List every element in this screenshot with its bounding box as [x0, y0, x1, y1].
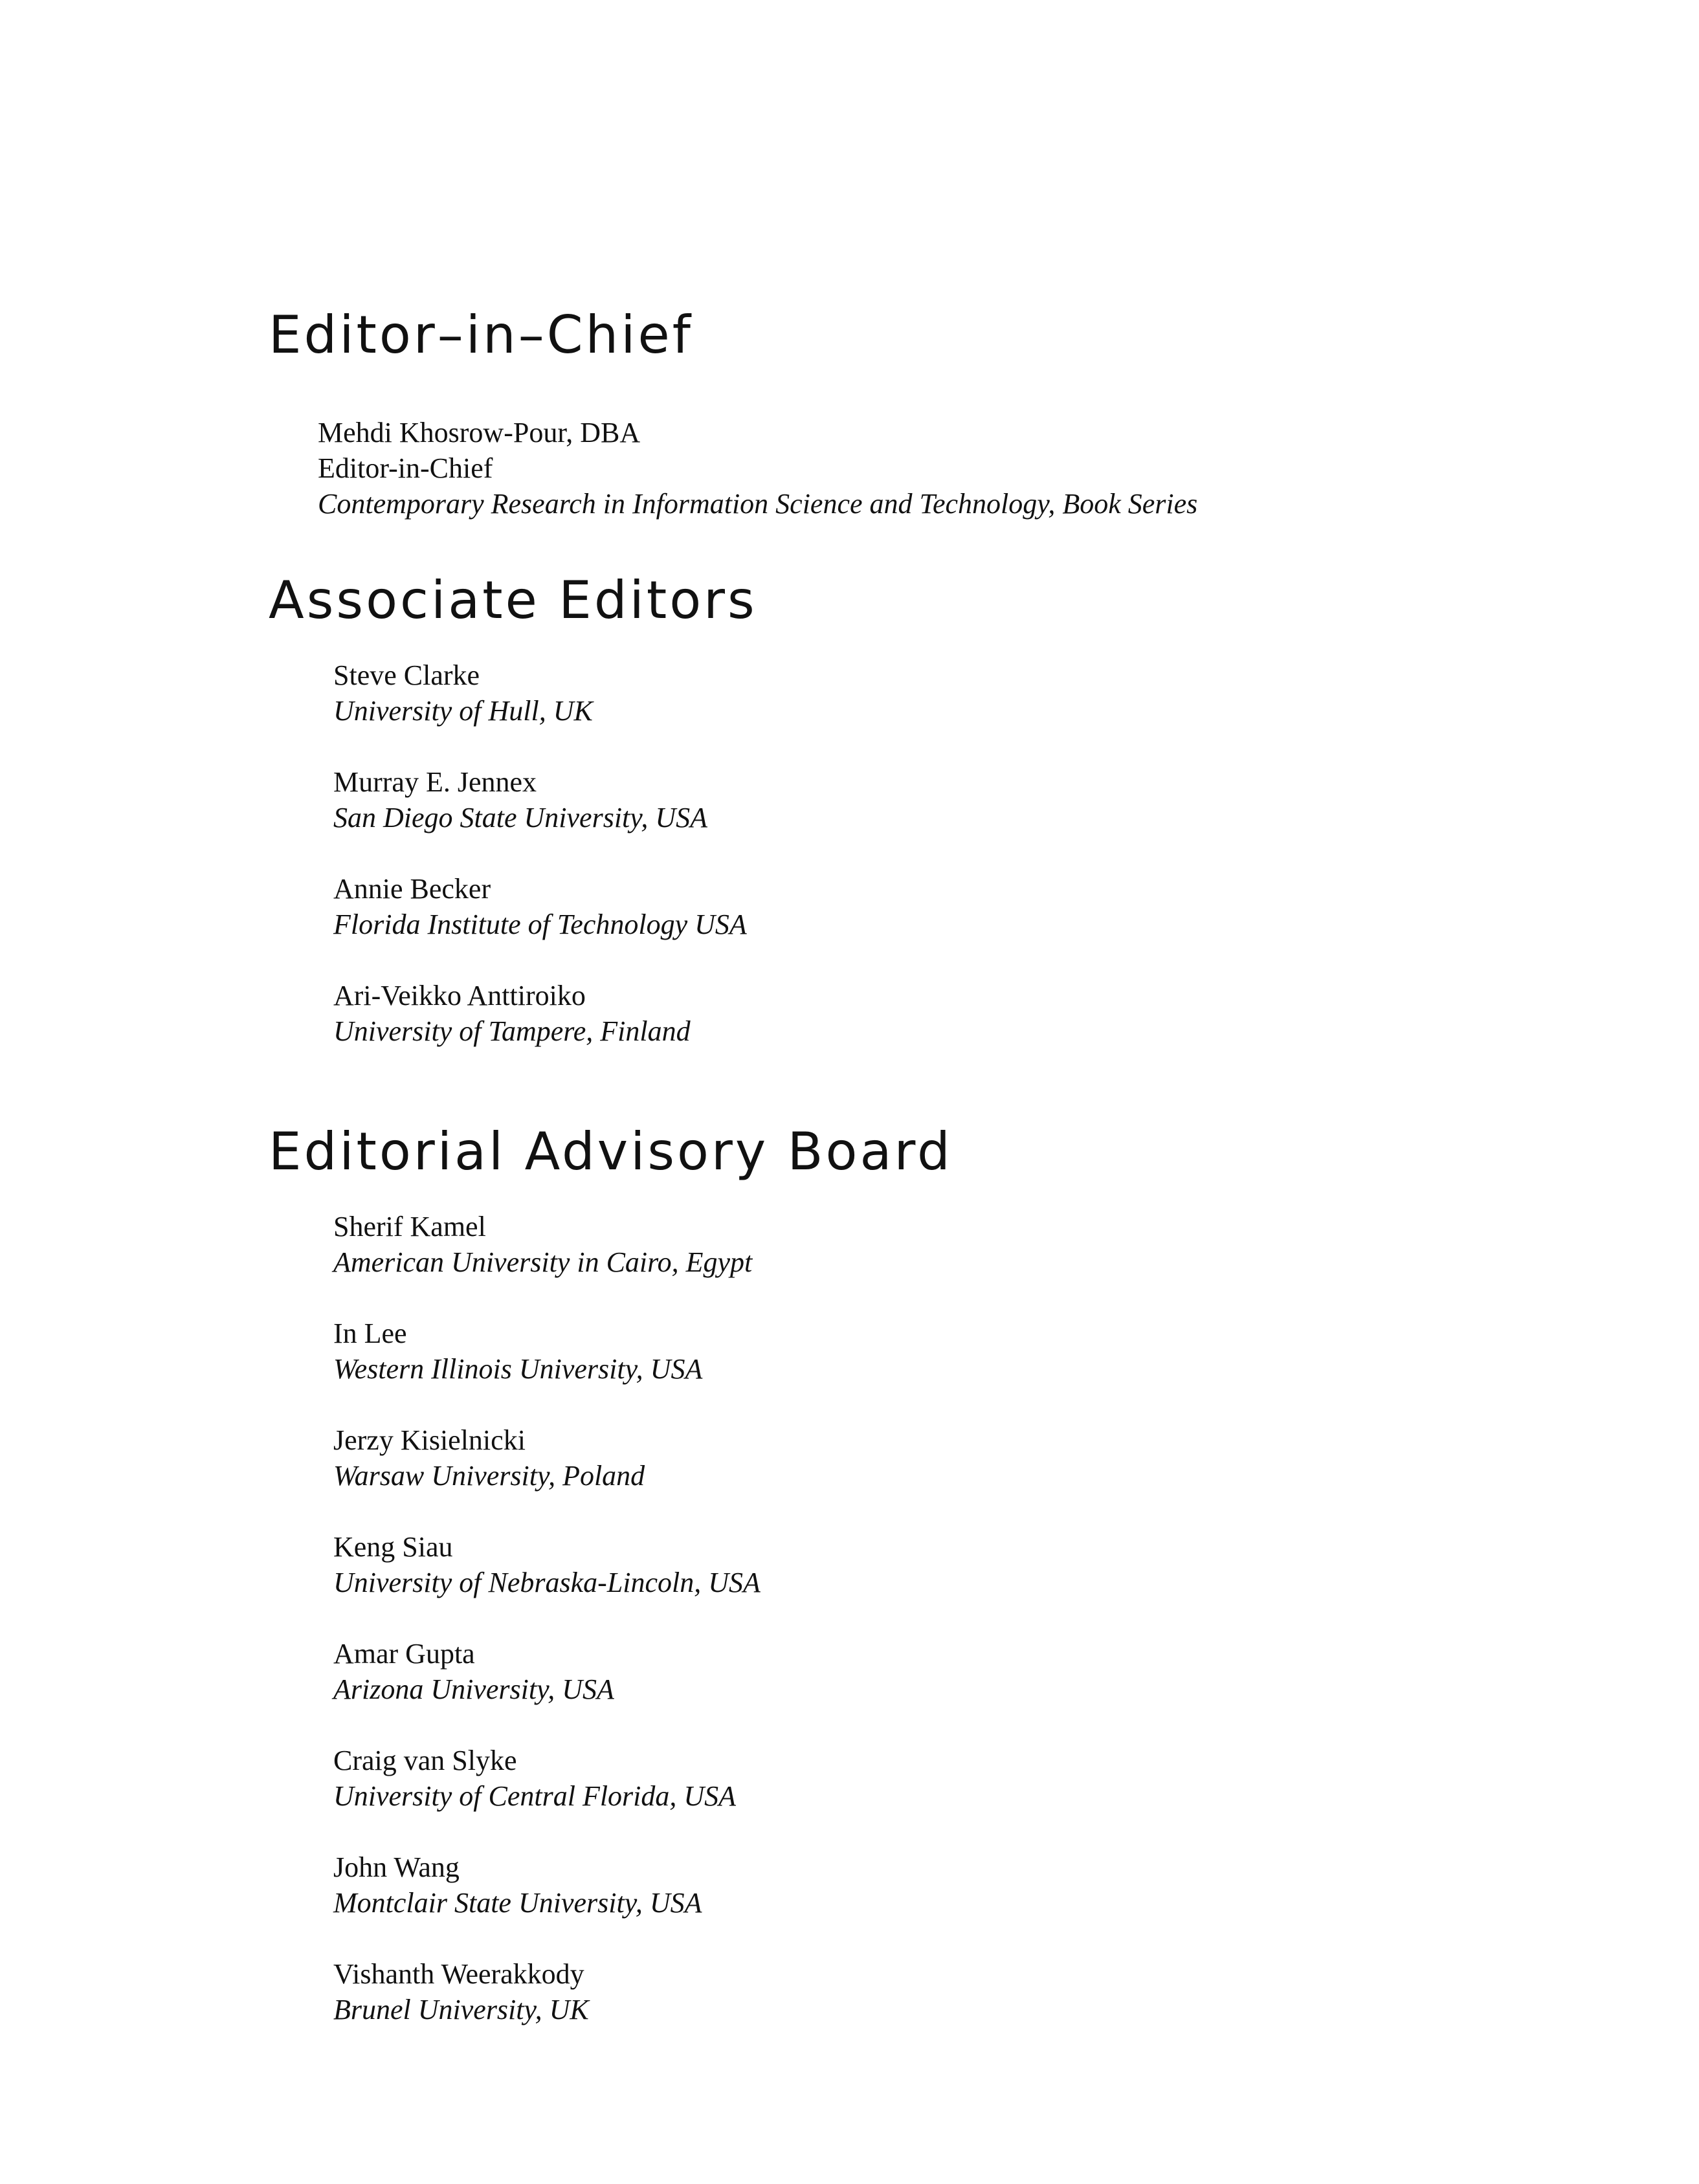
- person-affiliation: Warsaw University, Poland: [333, 1460, 645, 1492]
- person-name: Amar Gupta: [333, 1638, 475, 1670]
- person-affiliation: University of Hull, UK: [333, 695, 593, 727]
- person-name: Keng Siau: [333, 1531, 453, 1563]
- person-affiliation: Florida Institute of Technology USA: [333, 909, 747, 940]
- associate-editor-entry: [333, 978, 747, 1049]
- editorial-advisory-board-heading: Editorial Advisory Board: [269, 1121, 953, 1182]
- associate-editor-entry: [333, 871, 747, 942]
- board-member-entry: [333, 1529, 761, 1600]
- board-member-entry: [333, 1849, 761, 1921]
- person-affiliation: Brunel University, UK: [333, 1994, 589, 2025]
- board-member-entry: [333, 1743, 761, 1814]
- person-affiliation: Western Illinois University, USA: [333, 1353, 703, 1385]
- person-name: Jerzy Kisielnicki: [333, 1424, 526, 1456]
- editor-in-chief-name: Mehdi Khosrow-Pour, DBA: [318, 417, 641, 448]
- board-member-entry: [333, 1316, 761, 1387]
- person-name: Steve Clarke: [333, 659, 480, 691]
- associate-editors-heading: Associate Editors: [269, 570, 757, 630]
- person-name: Ari-Veikko Anttiroiko: [333, 980, 586, 1011]
- person-affiliation: University of Tampere, Finland: [333, 1015, 691, 1047]
- person-name: Sherif Kamel: [333, 1211, 486, 1242]
- editor-in-chief-entry: [318, 415, 1197, 522]
- board-member-entry: [333, 1636, 761, 1707]
- board-member-entry: [333, 1956, 761, 2027]
- person-affiliation: Arizona University, USA: [333, 1673, 614, 1705]
- editorial-advisory-board-list: [333, 1209, 761, 2027]
- associate-editor-entry: [333, 764, 747, 835]
- person-name: Annie Becker: [333, 873, 491, 905]
- editor-in-chief-role: Editor-in-Chief: [318, 452, 493, 484]
- editor-in-chief-affiliation: Contemporary Research in Information Science and Technology, Book Series: [318, 488, 1198, 520]
- person-name: Vishanth Weerakkody: [333, 1958, 584, 1990]
- person-affiliation: American University in Cairo, Egypt: [333, 1246, 753, 1278]
- person-name: Murray E. Jennex: [333, 766, 537, 798]
- person-affiliation: University of Nebraska-Lincoln, USA: [333, 1567, 761, 1598]
- person-affiliation: University of Central Florida, USA: [333, 1780, 737, 1812]
- person-name: John Wang: [333, 1851, 460, 1883]
- associate-editors-list: [333, 657, 747, 1049]
- person-affiliation: Montclair State University, USA: [333, 1887, 702, 1919]
- associate-editor-entry: [333, 657, 747, 729]
- person-name: In Lee: [333, 1318, 407, 1349]
- board-member-entry: [333, 1422, 761, 1494]
- person-affiliation: San Diego State University, USA: [333, 802, 708, 833]
- person-name: Craig van Slyke: [333, 1745, 517, 1776]
- board-member-entry: [333, 1209, 761, 1280]
- editor-in-chief-heading: Editor–in–Chief: [269, 305, 693, 365]
